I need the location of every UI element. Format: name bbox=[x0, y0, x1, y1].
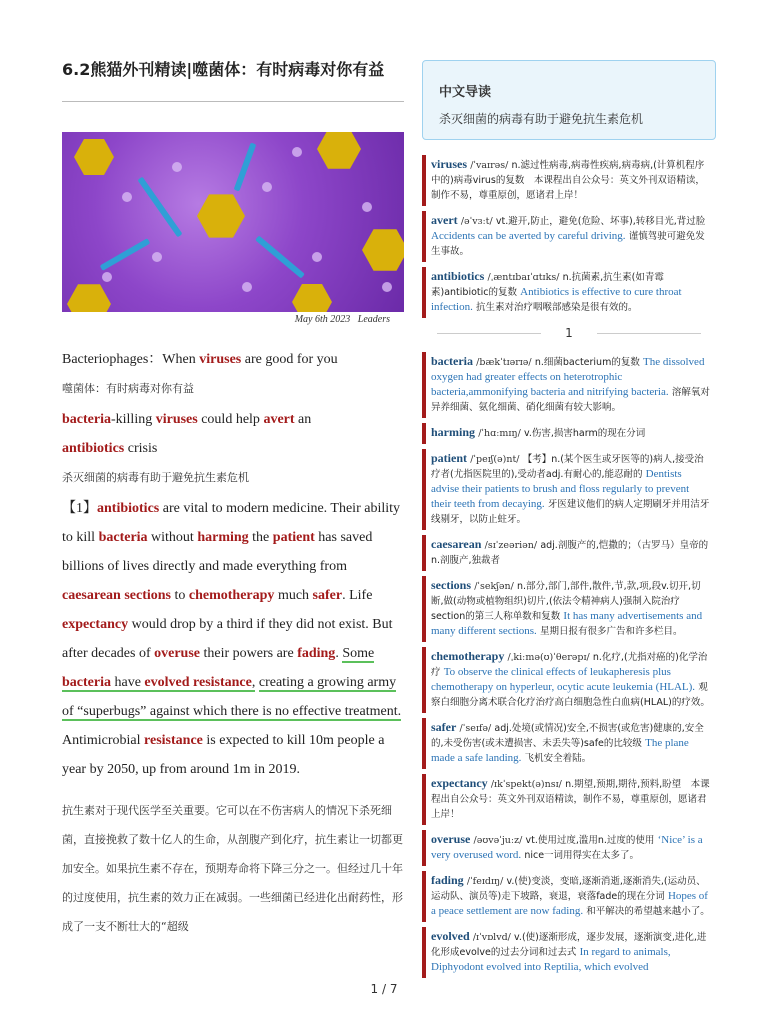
bacterium-dot bbox=[242, 282, 252, 292]
vocab-word: viruses bbox=[431, 157, 467, 171]
vocab-entry-viruses bbox=[422, 155, 716, 206]
phage-head bbox=[317, 132, 361, 171]
keyword: expectancy bbox=[62, 617, 129, 632]
keyword: harming bbox=[197, 530, 249, 545]
article-body bbox=[62, 345, 404, 941]
vocab-definition: v.(使)变淡，变暗,逐渐消逝,逐渐消失,(运动员、运动队、演员等)走下坡路，衰退，衰落fade的现在分词 bbox=[431, 876, 706, 902]
vocab-example: The dissolved oxygen had greater effects on heterotrophic bacteria,ammonifying bacteria and nitrifying bacteria. bbox=[431, 356, 705, 398]
vocab-definition: n.细菌bacterium的复数 bbox=[534, 357, 640, 368]
vocab-entry-caesarean bbox=[422, 535, 716, 571]
vocab-entry-overuse bbox=[422, 830, 716, 866]
text: is expected to kill 10m people a year by 2050, up from around 1m in 2019. bbox=[62, 733, 385, 777]
keyword: antibiotics bbox=[97, 501, 160, 516]
highlighted-sentence: creating a growing army of “superbugs” against which there is no effective treatment. bbox=[62, 675, 402, 719]
divider-line bbox=[597, 333, 701, 334]
vocab-entry-harming bbox=[422, 423, 716, 444]
text: . Life bbox=[342, 588, 373, 603]
keyword: antibiotics bbox=[62, 441, 125, 456]
vocab-word: harming bbox=[431, 425, 476, 439]
vocab-word: fading bbox=[431, 873, 464, 887]
vocab-phonetic: /ˈpeɪʃ(ə)nt/ bbox=[470, 454, 520, 465]
divider-number: 1 bbox=[565, 326, 573, 340]
vocab-phonetic: /ˌkiːmə(ʊ)ˈθerəpɪ/ bbox=[507, 652, 590, 663]
phage-tail bbox=[100, 238, 151, 271]
vocab-entry-bacteria bbox=[422, 352, 716, 418]
vocab-definition: n.抗菌素,抗生素(如青霉素)antibiotic的复数 bbox=[431, 272, 664, 298]
vocab-word: patient bbox=[431, 451, 467, 465]
caption-section: Leaders bbox=[357, 314, 390, 325]
vocab-phonetic: /sɪˈzeəriən/ bbox=[484, 540, 538, 551]
text: could help bbox=[197, 412, 264, 427]
keyword: resistance bbox=[144, 733, 203, 748]
vocab-phonetic: /əˈvɜːt/ bbox=[460, 216, 493, 227]
headline-text: are good for you bbox=[241, 352, 338, 367]
text: are vital to modern medicine. Their ability to kill bbox=[62, 501, 401, 545]
text: . bbox=[335, 646, 343, 661]
vocab-word: safer bbox=[431, 720, 457, 734]
phage-head bbox=[74, 137, 114, 177]
vocab-entry-evolved bbox=[422, 927, 716, 978]
vocab-definition: adj.处境(或情况)安全,不损害(或危害)健康的,安全的,未受伤害(或未遭损害、未丢失等)safe的比较级 bbox=[431, 723, 704, 749]
vocab-definition: vt.避开,防止，避免(危险、坏事),转移目光,背过脸 bbox=[495, 216, 706, 227]
vocab-word: overuse bbox=[431, 832, 471, 846]
vocab-entry-avert bbox=[422, 211, 716, 262]
vocab-example: To observe the clinical effects of leukapheresis plus chemotherapy on hyperleur, ocytic acute leukemia (HLAL). bbox=[431, 666, 696, 693]
text: have bbox=[110, 675, 145, 690]
bacterium-dot bbox=[362, 202, 372, 212]
caption-date: May 6th 2023 bbox=[294, 314, 351, 325]
bacterium-dot bbox=[382, 282, 392, 292]
vocab-example: Dentists advise their patients to brush and floss regularly to prevent their teeth from decaying. bbox=[431, 468, 690, 510]
vocab-definition: adj.剖腹产的,恺撒的；（古罗马）皇帝的n.剖腹产,独裁者 bbox=[431, 540, 709, 566]
headline-text: Bacteriophages：When bbox=[62, 352, 200, 367]
bacterium-dot bbox=[292, 147, 302, 157]
vocabulary-list-top bbox=[422, 155, 716, 318]
paragraph-1-zh: 抗生素对于现代医学至关重要。它可以在不伤害病人的情况下杀死细菌，直接挽救了数十亿人的生命，从剖腹产到化疗，抗生素让一切都更加安全。如果抗生素不存在，预期寿命将下降三分之一。但经过几十年的过度使用，抗生素的效力正在减弱。一些细菌已经进化出耐药性，形成了一支不断壮大的“超级 bbox=[62, 804, 403, 933]
vocab-word: bacteria bbox=[431, 354, 473, 368]
bacteriophage-illustration bbox=[62, 132, 404, 312]
vocab-example-translation: nice一词用得实在太多了。 bbox=[524, 850, 640, 861]
vocab-phonetic: /ɪˈvɒlvd/ bbox=[472, 932, 511, 943]
vocab-definition: n.部分,部门,部件,散件,节,款,项,段v.切开,切断,做(动物或植物组织)切片,(依法令精神病人)强制入院治疗section的第三人称单数和复数 bbox=[431, 581, 701, 622]
text: Some bbox=[342, 646, 375, 661]
vocab-example: Hopes of a peace settlement are now fading. bbox=[431, 890, 708, 917]
vocabulary-column bbox=[422, 60, 716, 983]
vocab-phonetic: /ˈfeɪdɪŋ/ bbox=[466, 876, 504, 887]
text: an bbox=[294, 412, 312, 427]
page-indicator: 1 / 7 bbox=[370, 982, 398, 996]
keyword: caesarean sections bbox=[62, 588, 171, 603]
subhead-en bbox=[62, 405, 404, 463]
vocab-phonetic: /bækˈtɪərɪə/ bbox=[476, 357, 532, 368]
keyword: overuse bbox=[154, 646, 200, 661]
text: Antimicrobial bbox=[62, 733, 145, 748]
headline-en bbox=[62, 345, 404, 374]
vocab-word: expectancy bbox=[431, 776, 488, 790]
keyword: viruses bbox=[199, 352, 242, 367]
vocab-example-translation: 牙医建议他们的病人定期刷牙并用洁牙线剔牙，以防止蛀牙。 bbox=[431, 499, 710, 525]
vocabulary-list-bottom bbox=[422, 352, 716, 978]
vocab-example-translation: 飞机安全着陆。 bbox=[524, 753, 592, 764]
vocab-phonetic: /ˌæntɪbaɪˈɑtɪks/ bbox=[487, 272, 560, 283]
text: -killing bbox=[110, 412, 156, 427]
text: has saved billions of lives directly and made everything from bbox=[62, 530, 373, 574]
vocab-word: avert bbox=[431, 213, 458, 227]
vocab-definition: n.化疗,(尤指对癌的)化学治疗 bbox=[431, 652, 708, 678]
vocab-word: chemotherapy bbox=[431, 649, 505, 663]
page-title: 6.2熊猫外刊精读|噬菌体：有时病毒对你有益 bbox=[62, 60, 385, 79]
keyword: viruses bbox=[155, 412, 198, 427]
guide-text: 杀灭细菌的病毒有助于避免抗生素危机 bbox=[439, 112, 644, 126]
keyword: evolved resistance bbox=[144, 675, 252, 690]
vocab-entry-fading bbox=[422, 871, 716, 922]
phage-tail bbox=[234, 142, 257, 191]
vocab-word: sections bbox=[431, 578, 471, 592]
vocab-example-translation: 观察白细胞分离术联合化疗治疗高白细胞急性白血病(HLAL)的疗效。 bbox=[431, 682, 710, 708]
vocab-example-translation: 溶解氧对异养细菌、氨化细菌、硝化细菌有较大影响。 bbox=[431, 387, 710, 413]
vocab-word: evolved bbox=[431, 929, 470, 943]
text: to bbox=[171, 588, 189, 603]
text: , bbox=[251, 675, 256, 690]
vocab-entry-patient bbox=[422, 449, 716, 530]
article-column bbox=[62, 60, 404, 941]
subhead-zh: 杀灭细菌的病毒有助于避免抗生素危机 bbox=[62, 471, 249, 484]
vocab-phonetic: /ˈhɑːmɪŋ/ bbox=[478, 428, 521, 439]
bacterium-dot bbox=[262, 182, 272, 192]
keyword: safer bbox=[312, 588, 343, 603]
bacterium-dot bbox=[172, 162, 182, 172]
text: much bbox=[274, 588, 313, 603]
vocab-example: The plane made a safe landing. bbox=[431, 737, 689, 764]
phage-head bbox=[292, 282, 332, 312]
bacterium-dot bbox=[312, 252, 322, 262]
keyword: bacteria bbox=[62, 412, 111, 427]
vocab-example: Antibiotics is effective to cure throat infection. bbox=[431, 286, 682, 313]
vocab-definition: vt.使用过度,滥用n.过度的使用 bbox=[525, 835, 655, 846]
vocab-phonetic: /əʊvəˈjuːz/ bbox=[473, 835, 523, 846]
keyword: avert bbox=[263, 412, 295, 427]
section-divider bbox=[422, 324, 716, 342]
vocab-entry-chemotherapy bbox=[422, 647, 716, 713]
keyword: patient bbox=[272, 530, 315, 545]
text: without bbox=[147, 530, 198, 545]
phage-head bbox=[67, 282, 111, 312]
vocab-example: It has many advertisements and many different sections. bbox=[431, 610, 703, 637]
vocab-entry-expectancy bbox=[422, 774, 716, 825]
image-caption bbox=[62, 314, 404, 325]
vocab-definition: v.伤害,损害harm的现在分词 bbox=[523, 428, 646, 439]
phage-head bbox=[362, 227, 404, 273]
text: would drop by a third if they did not exist. But after decades of bbox=[62, 617, 393, 661]
vocab-entry-sections bbox=[422, 576, 716, 642]
vocab-definition: 【考】n.(某个医生或牙医等的)病人,接受治疗者(尤指医院里的),受动者adj.有耐心的,能忍耐的 bbox=[431, 454, 704, 480]
vocab-definition: n.滤过性病毒,病毒性疾病,病毒病,(计算机程序中的)病毒virus的复数 本课程出自公众号：英文外刊双语精读，制作不易，尊重原创，愿诸君上岸！ bbox=[431, 160, 705, 201]
keyword: fading bbox=[297, 646, 336, 661]
divider-line bbox=[437, 333, 541, 334]
keyword: chemotherapy bbox=[188, 588, 275, 603]
vocab-entry-antibiotics bbox=[422, 267, 716, 318]
title-divider bbox=[62, 101, 404, 102]
headline-zh: 噬菌体：有时病毒对你有益 bbox=[62, 382, 194, 395]
vocab-example-translation: 谨慎驾驶可避免发生事故。 bbox=[431, 231, 705, 257]
vocab-example: ‘Nice’ is a very overused word. bbox=[431, 834, 703, 861]
phage-tail bbox=[137, 177, 182, 238]
vocab-phonetic: /ˈseɪfə/ bbox=[459, 723, 492, 734]
bacterium-dot bbox=[152, 252, 162, 262]
keyword: bacteria bbox=[62, 675, 111, 690]
vocab-definition: v.(使)逐渐形成，逐步发展，逐渐演变,进化,进化形成evolve的过去分词和过去式 bbox=[431, 932, 707, 958]
vocab-example-translation: 抗生素对治疗咽喉部感染是很有效的。 bbox=[476, 302, 638, 313]
phage-tail bbox=[255, 235, 305, 278]
vocab-word: caesarean bbox=[431, 537, 482, 551]
paragraph-1-en bbox=[62, 494, 404, 784]
text: their powers are bbox=[200, 646, 298, 661]
bacterium-dot bbox=[102, 272, 112, 282]
keyword: bacteria bbox=[98, 530, 148, 545]
bacterium-dot bbox=[122, 192, 132, 202]
vocab-definition: n.期望,预期,期待,预料,盼望 本课程出自公众号：英文外刊双语精读，制作不易，尊重原创，愿诸君上岸！ bbox=[431, 779, 710, 820]
vocab-word: antibiotics bbox=[431, 269, 485, 283]
text: the bbox=[248, 530, 273, 545]
vocab-example: Accidents can be averted by careful driving. bbox=[431, 230, 626, 242]
vocab-phonetic: /ɪkˈspekt(ə)nsɪ/ bbox=[490, 779, 562, 790]
vocab-phonetic: /ˈsekʃən/ bbox=[474, 581, 514, 592]
vocab-example: In regard to animals, Diphyodont evolved into Reptilia, which evolved bbox=[431, 946, 671, 973]
phage-head bbox=[197, 192, 245, 240]
chinese-guide-box bbox=[422, 60, 716, 140]
guide-heading: 中文导读 bbox=[439, 85, 492, 100]
vocab-entry-safer bbox=[422, 718, 716, 769]
vocab-example-translation: 星期日报有很多广告和许多栏目。 bbox=[539, 626, 683, 637]
paragraph-marker: 【1】 bbox=[62, 501, 97, 516]
vocab-phonetic: /ˈvaɪrəs/ bbox=[470, 160, 509, 171]
text: crisis bbox=[124, 441, 158, 456]
vocab-example-translation: 和平解决的希望越来越小了。 bbox=[586, 906, 710, 917]
